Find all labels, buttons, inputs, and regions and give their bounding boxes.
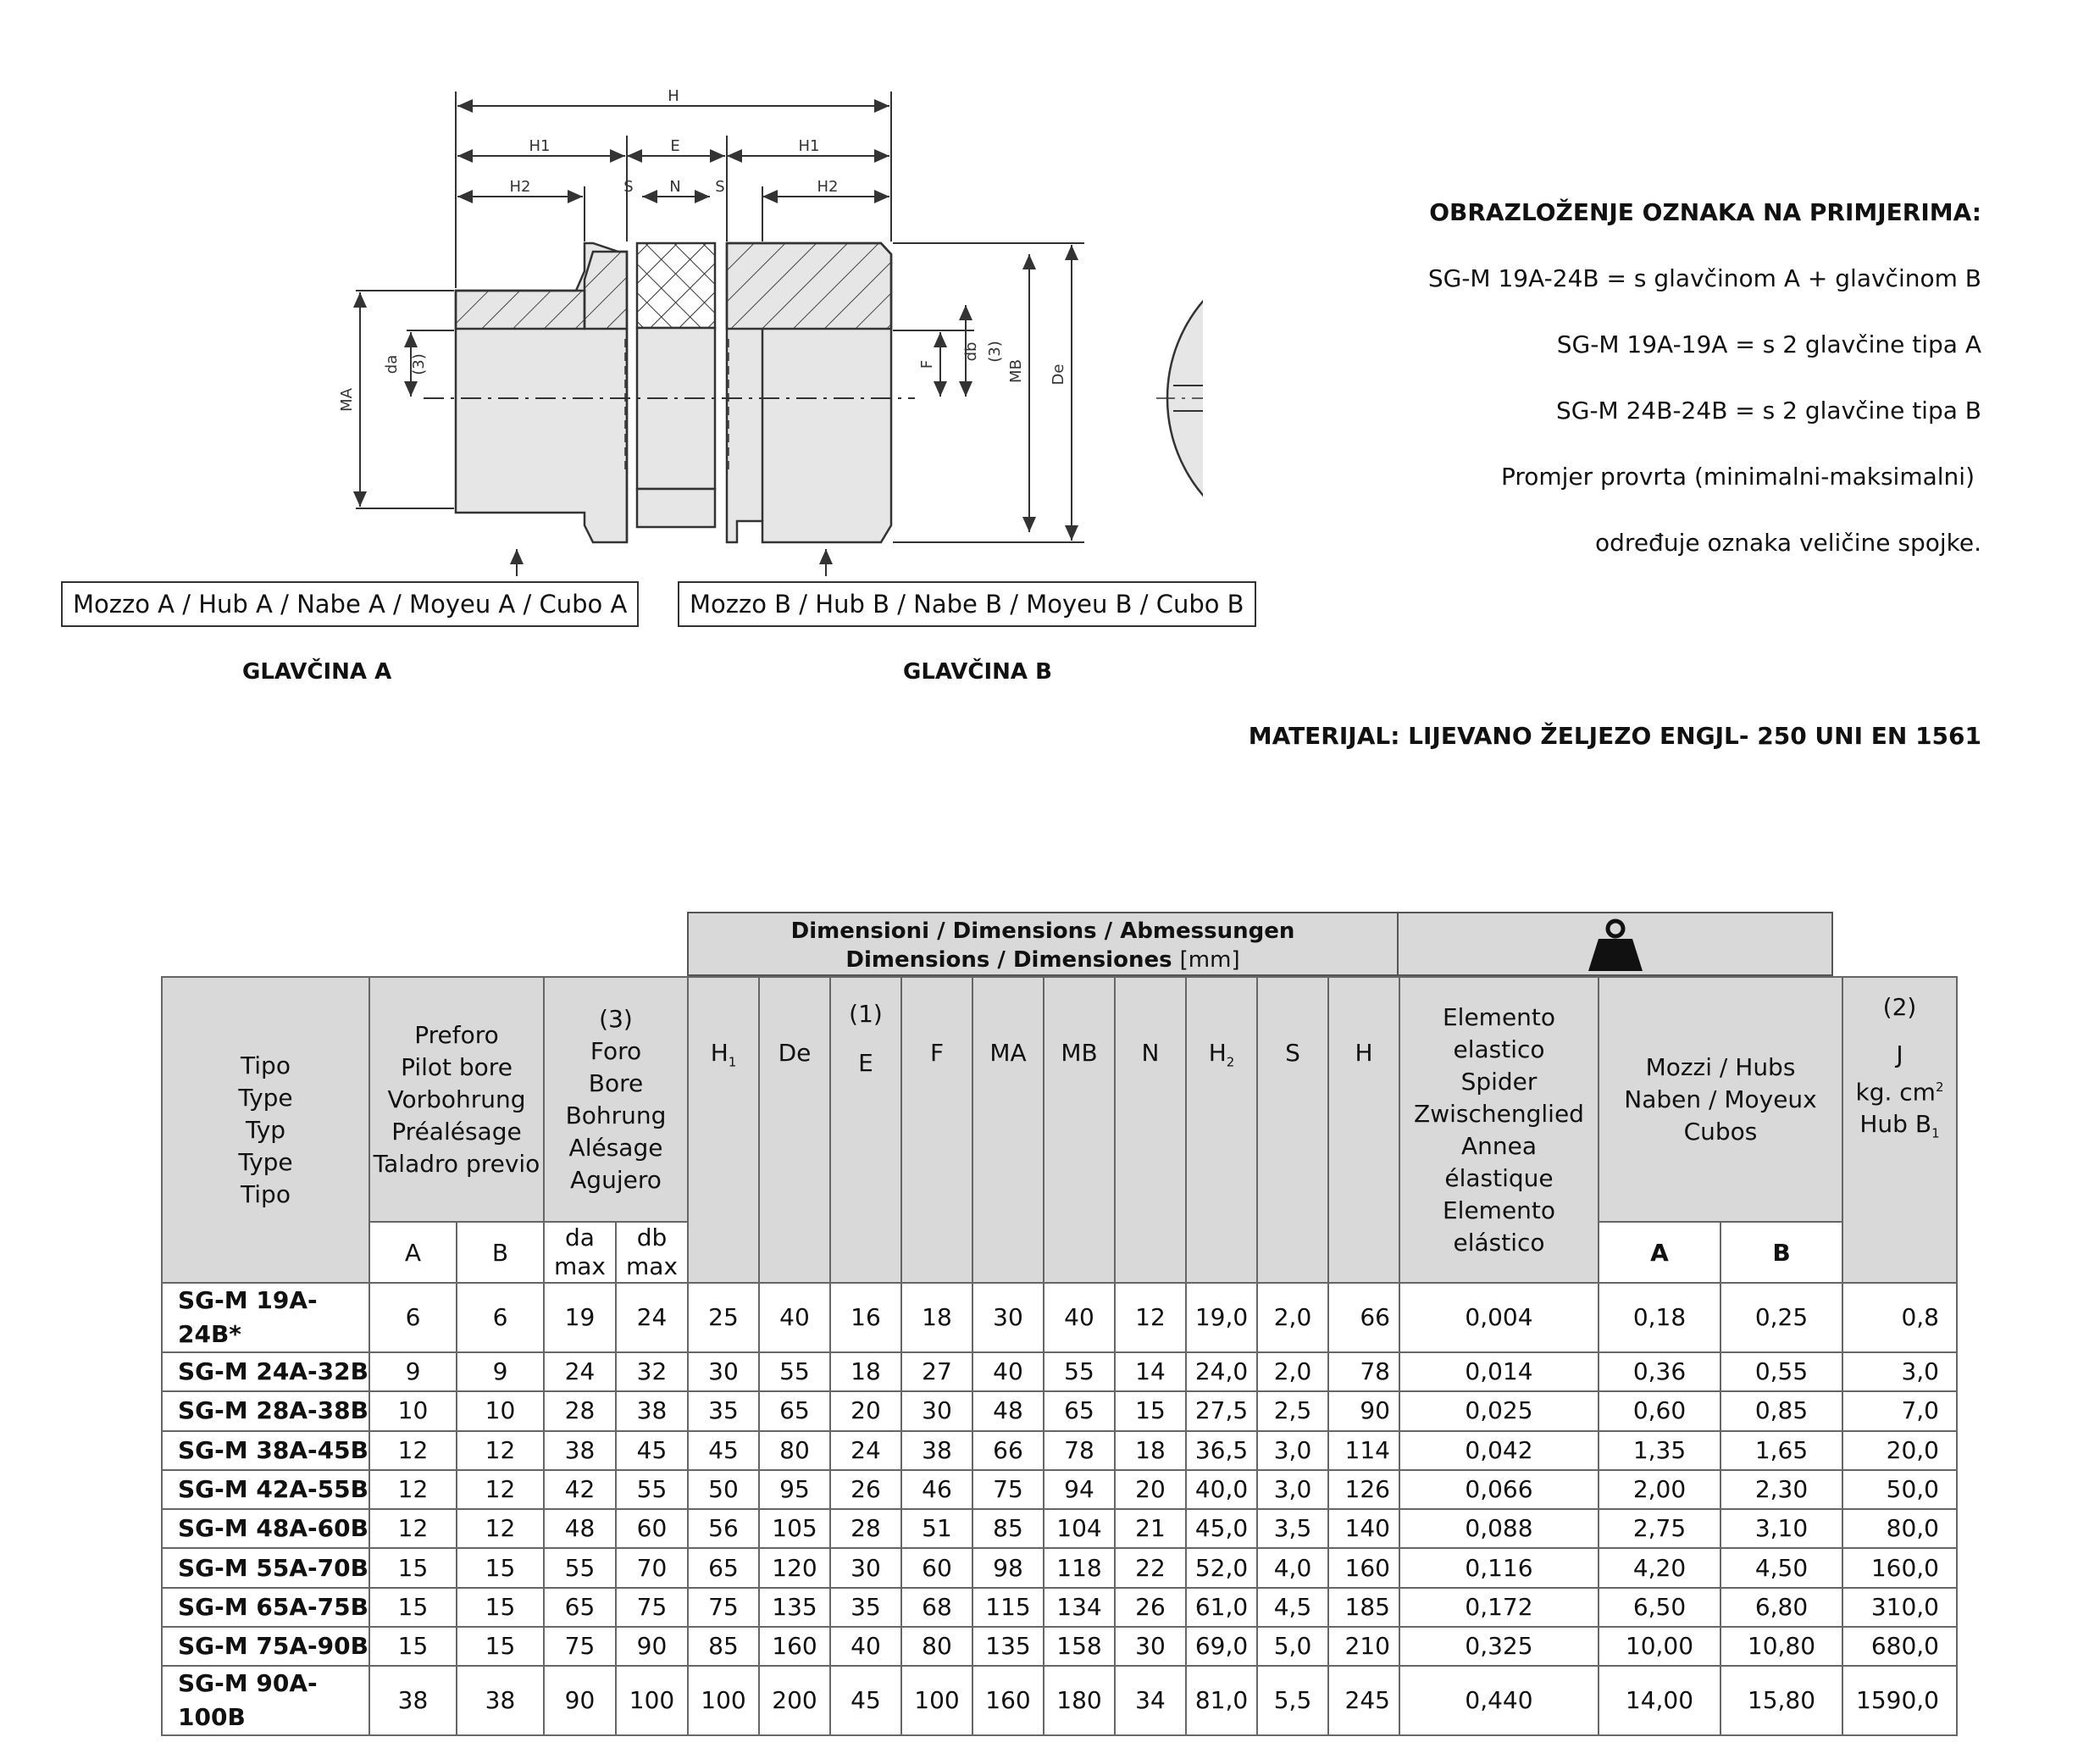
table-cell: 40,0	[1186, 1470, 1257, 1509]
table-cell: 75	[688, 1588, 759, 1627]
table-cell: 0,014	[1399, 1352, 1599, 1391]
table-cell: 140	[1328, 1509, 1399, 1548]
table-cell: 90	[544, 1666, 616, 1735]
table-cell: 100	[688, 1666, 759, 1735]
caption-hub-b: GLAVČINA B	[903, 659, 1052, 685]
table-cell: 80	[759, 1431, 830, 1470]
table-cell: 24	[544, 1352, 616, 1391]
row-tipo: SG-M 24A-32B	[162, 1352, 369, 1391]
table-cell: 0,025	[1399, 1391, 1599, 1430]
J-unit: kg. cm	[1855, 1078, 1936, 1107]
table-row	[162, 1627, 1957, 1666]
row-tipo: SG-M 38A-45B	[162, 1431, 369, 1470]
weight-icon	[1399, 913, 1833, 978]
col-header-hubs: Mozzi / Hubs Naben / Moyeux Cubos	[1599, 977, 1842, 1222]
table-cell: 100	[901, 1666, 972, 1735]
row-tipo: SG-M 42A-55B	[162, 1470, 369, 1509]
table-cell: 51	[901, 1509, 972, 1548]
table-cell: 55	[1044, 1352, 1115, 1391]
table-cell: 12	[457, 1509, 544, 1548]
table-cell: 0,18	[1599, 1283, 1720, 1352]
table-cell: 2,30	[1720, 1470, 1842, 1509]
specifications-table	[161, 976, 1958, 1736]
dim-label-N: N	[669, 178, 681, 196]
table-cell: 27	[901, 1352, 972, 1391]
col-header-H: H	[1328, 977, 1399, 1283]
table-cell: 3,0	[1257, 1431, 1328, 1470]
table-cell: 180	[1044, 1666, 1115, 1735]
table-cell: 15	[457, 1627, 544, 1666]
table-cell: 0,088	[1399, 1509, 1599, 1548]
table-cell: 28	[830, 1509, 901, 1548]
table-cell: 3,0	[1842, 1352, 1957, 1391]
col-header-spider: Elemento elastico Spider Zwischenglied Annea élastique Elemento elástico	[1399, 977, 1599, 1283]
table-cell: 65	[759, 1391, 830, 1430]
table-cell: 24,0	[1186, 1352, 1257, 1391]
table-cell: 66	[1328, 1283, 1399, 1352]
table-cell: 134	[1044, 1588, 1115, 1627]
table-cell: 18	[830, 1352, 901, 1391]
coupling-drawing	[0, 0, 1203, 593]
table-cell: 78	[1044, 1431, 1115, 1470]
table-cell: 18	[1115, 1431, 1186, 1470]
table-cell: 200	[759, 1666, 830, 1735]
table-cell: 36,5	[1186, 1431, 1257, 1470]
table-cell: 160	[1328, 1548, 1399, 1587]
table-cell: 3,0	[1257, 1470, 1328, 1509]
col-header-foro	[544, 977, 688, 1222]
table-cell: 46	[901, 1470, 972, 1509]
table-cell: 75	[616, 1588, 688, 1627]
dimensions-header-line-2: Dimensions / Dimensiones	[845, 947, 1172, 973]
table-cell: 12	[369, 1431, 457, 1470]
table-row	[162, 1283, 1957, 1352]
table-cell: 66	[972, 1431, 1044, 1470]
material-note: MATERIJAL: LIJEVANO ŽELJEZO ENGJL- 250 UNI EN 1561	[1248, 722, 1981, 750]
table-cell: 0,325	[1399, 1627, 1599, 1666]
table-cell: 4,20	[1599, 1548, 1720, 1587]
table-cell: 60	[616, 1509, 688, 1548]
table-cell: 120	[759, 1548, 830, 1587]
table-cell: 2,5	[1257, 1391, 1328, 1430]
table-cell: 10,00	[1599, 1627, 1720, 1666]
table-cell: 2,00	[1599, 1470, 1720, 1509]
table-cell: 5,0	[1257, 1627, 1328, 1666]
table-cell: 4,5	[1257, 1588, 1328, 1627]
table-cell: 118	[1044, 1548, 1115, 1587]
H2-label: H	[1208, 1039, 1227, 1067]
table-cell: 30	[901, 1391, 972, 1430]
table-cell: 115	[972, 1588, 1044, 1627]
table-cell: 68	[901, 1588, 972, 1627]
row-tipo: SG-M 19A-24B*	[162, 1283, 369, 1352]
table-cell: 45	[616, 1431, 688, 1470]
table-cell: 15	[457, 1548, 544, 1587]
table-cell: 38	[369, 1666, 457, 1735]
table-cell: 81,0	[1186, 1666, 1257, 1735]
table-cell: 105	[759, 1509, 830, 1548]
table-cell: 14,00	[1599, 1666, 1720, 1735]
table-cell: 27,5	[1186, 1391, 1257, 1430]
table-cell: 45	[688, 1431, 759, 1470]
dim-label-da-ref: (3)	[410, 353, 428, 375]
foro-label: Foro Bore Bohrung Alésage Agujero	[565, 1036, 667, 1194]
table-cell: 12	[369, 1509, 457, 1548]
table-cell: 48	[544, 1509, 616, 1548]
table-cell: 3,10	[1720, 1509, 1842, 1548]
dim-label-MA: MA	[338, 388, 356, 412]
dim-label-H2-right: H2	[817, 178, 839, 196]
dim-label-S-left: S	[623, 178, 634, 196]
table-cell: 310,0	[1842, 1588, 1957, 1627]
dim-label-H: H	[668, 87, 679, 105]
table-cell: 12	[1115, 1283, 1186, 1352]
table-cell: 15,80	[1720, 1666, 1842, 1735]
table-cell: 210	[1328, 1627, 1399, 1666]
dim-label-E: E	[670, 137, 680, 155]
table-cell: 40	[830, 1627, 901, 1666]
table-cell: 10	[457, 1391, 544, 1430]
caption-hub-a: GLAVČINA A	[242, 659, 392, 685]
table-cell: 3,5	[1257, 1509, 1328, 1548]
table-row	[162, 1666, 1957, 1735]
table-cell: 135	[972, 1627, 1044, 1666]
col-header-H1	[688, 977, 759, 1283]
table-cell: 12	[457, 1470, 544, 1509]
dim-label-De: De	[1050, 363, 1067, 386]
table-cell: 100	[616, 1666, 688, 1735]
row-tipo: SG-M 90A-100B	[162, 1666, 369, 1735]
table-cell: 0,066	[1399, 1470, 1599, 1509]
hub-b-label: Mozzo B / Hub B / Nabe B / Moyeu B / Cubo B	[678, 581, 1256, 627]
table-cell: 28	[544, 1391, 616, 1430]
J-unit-sup: 2	[1935, 1079, 1944, 1095]
dim-label-H2-left: H2	[509, 178, 531, 196]
dim-label-MB: MB	[1007, 359, 1025, 383]
table-cell: 80,0	[1842, 1509, 1957, 1548]
table-cell: 12	[457, 1431, 544, 1470]
table-cell: 4,0	[1257, 1548, 1328, 1587]
side-view	[456, 243, 891, 542]
foro-ref: (3)	[599, 1004, 633, 1033]
table-row	[162, 1391, 1957, 1430]
dim-label-S-right: S	[715, 178, 725, 196]
table-cell: 30	[972, 1283, 1044, 1352]
table-cell: 42	[544, 1470, 616, 1509]
E-ref: (1)	[849, 1000, 883, 1028]
table-cell: 70	[616, 1548, 688, 1587]
table-cell: 114	[1328, 1431, 1399, 1470]
table-cell: 38	[544, 1431, 616, 1470]
table-cell: 15	[369, 1627, 457, 1666]
table-row	[162, 1431, 1957, 1470]
col-header-db: db max	[616, 1222, 688, 1283]
table-cell: 0,55	[1720, 1352, 1842, 1391]
table-row	[162, 1470, 1957, 1509]
table-cell: 135	[759, 1588, 830, 1627]
table-cell: 35	[688, 1391, 759, 1430]
table-cell: 9	[369, 1352, 457, 1391]
col-header-MB: MB	[1044, 977, 1115, 1283]
table-cell: 90	[616, 1627, 688, 1666]
table-cell: 85	[688, 1627, 759, 1666]
table-cell: 75	[972, 1470, 1044, 1509]
notes-line-4: Promjer provrta (minimalni-maksimalni)	[1500, 463, 1975, 491]
col-header-H2	[1186, 977, 1257, 1283]
J-hub-sub: 1	[1931, 1125, 1940, 1141]
table-cell: 78	[1328, 1352, 1399, 1391]
table-cell: 38	[901, 1431, 972, 1470]
table-cell: 0,85	[1720, 1391, 1842, 1430]
notes-title: OBRAZLOŽENJE OZNAKA NA PRIMJERIMA:	[1429, 198, 1981, 226]
notes-line-2: SG-M 19A-19A = s 2 glavčine tipa A	[1556, 330, 1981, 358]
table-cell: 16	[830, 1283, 901, 1352]
table-cell: 5,5	[1257, 1666, 1328, 1735]
col-header-E	[830, 977, 901, 1283]
table-cell: 65	[544, 1588, 616, 1627]
J-label: J	[1896, 1040, 1903, 1068]
spider-front-view	[1156, 208, 1203, 593]
table-cell: 0,36	[1599, 1352, 1720, 1391]
table-cell: 2,75	[1599, 1509, 1720, 1548]
table-cell: 160,0	[1842, 1548, 1957, 1587]
table-cell: 45,0	[1186, 1509, 1257, 1548]
table-cell: 20,0	[1842, 1431, 1957, 1470]
table-cell: 30	[1115, 1627, 1186, 1666]
table-cell: 0,116	[1399, 1548, 1599, 1587]
col-header-F: F	[901, 977, 972, 1283]
table-cell: 245	[1328, 1666, 1399, 1735]
col-header-S: S	[1257, 977, 1328, 1283]
table-cell: 104	[1044, 1509, 1115, 1548]
table-cell: 35	[830, 1588, 901, 1627]
table-cell: 38	[616, 1391, 688, 1430]
dim-label-H1-right: H1	[798, 137, 820, 155]
table-cell: 80	[901, 1627, 972, 1666]
table-cell: 50	[688, 1470, 759, 1509]
table-cell: 20	[830, 1391, 901, 1430]
E-label: E	[858, 1049, 873, 1077]
table-cell: 12	[369, 1470, 457, 1509]
H2-sub: 2	[1226, 1054, 1235, 1070]
col-header-N: N	[1115, 977, 1186, 1283]
table-cell: 158	[1044, 1627, 1115, 1666]
hub-a-label: Mozzo A / Hub A / Nabe A / Moyeu A / Cubo A	[61, 581, 639, 627]
table-cell: 7,0	[1842, 1391, 1957, 1430]
table-cell: 0,042	[1399, 1431, 1599, 1470]
table-cell: 50,0	[1842, 1470, 1957, 1509]
table-cell: 160	[972, 1666, 1044, 1735]
table-row	[162, 1352, 1957, 1391]
table-cell: 126	[1328, 1470, 1399, 1509]
col-header-tipo: Tipo Type Typ Type Tipo	[162, 977, 369, 1283]
table-cell: 69,0	[1186, 1627, 1257, 1666]
table-cell: 98	[972, 1548, 1044, 1587]
row-tipo: SG-M 48A-60B	[162, 1509, 369, 1548]
table-cell: 34	[1115, 1666, 1186, 1735]
table-cell: 185	[1328, 1588, 1399, 1627]
col-header-pilot-B: B	[457, 1222, 544, 1283]
table-cell: 30	[688, 1352, 759, 1391]
table-cell: 40	[972, 1352, 1044, 1391]
table-cell: 61,0	[1186, 1588, 1257, 1627]
table-cell: 90	[1328, 1391, 1399, 1430]
table-cell: 15	[369, 1588, 457, 1627]
table-cell: 40	[759, 1283, 830, 1352]
H1-label: H	[710, 1039, 729, 1067]
col-header-preforo: Preforo Pilot bore Vorbohrung Préalésage Taladro previo	[369, 977, 544, 1222]
table-cell: 26	[830, 1470, 901, 1509]
table-row	[162, 1588, 1957, 1627]
table-cell: 40	[1044, 1283, 1115, 1352]
table-cell: 94	[1044, 1470, 1115, 1509]
table-row	[162, 1509, 1957, 1548]
row-tipo: SG-M 65A-75B	[162, 1588, 369, 1627]
table-cell: 25	[688, 1283, 759, 1352]
table-cell: 14	[1115, 1352, 1186, 1391]
table-cell: 55	[544, 1548, 616, 1587]
col-header-J	[1842, 977, 1957, 1283]
table-cell: 18	[901, 1283, 972, 1352]
table-cell: 30	[830, 1548, 901, 1587]
table-cell: 0,25	[1720, 1283, 1842, 1352]
dim-label-db-ref: (3)	[986, 341, 1004, 363]
table-cell: 52,0	[1186, 1548, 1257, 1587]
table-cell: 6,50	[1599, 1588, 1720, 1627]
table-cell: 26	[1115, 1588, 1186, 1627]
table-cell: 9	[457, 1352, 544, 1391]
table-cell: 0,172	[1399, 1588, 1599, 1627]
table-cell: 32	[616, 1352, 688, 1391]
col-header-da: da max	[544, 1222, 616, 1283]
dimensions-header-line-1: Dimensioni / Dimensions / Abmessungen	[790, 918, 1295, 944]
col-header-De: De	[759, 977, 830, 1283]
H1-sub: 1	[728, 1054, 737, 1070]
table-cell: 38	[457, 1666, 544, 1735]
table-cell: 19,0	[1186, 1283, 1257, 1352]
row-tipo: SG-M 75A-90B	[162, 1627, 369, 1666]
table-cell: 1590,0	[1842, 1666, 1957, 1735]
table-cell: 0,440	[1399, 1666, 1599, 1735]
dimensions-unit: [mm]	[1179, 947, 1240, 973]
table-cell: 24	[616, 1283, 688, 1352]
table-body	[162, 1283, 1957, 1735]
table-cell: 45	[830, 1666, 901, 1735]
table-cell: 1,35	[1599, 1431, 1720, 1470]
table-cell: 0,004	[1399, 1283, 1599, 1352]
table-cell: 95	[759, 1470, 830, 1509]
dim-label-H1-left: H1	[529, 137, 551, 155]
J-ref: (2)	[1882, 993, 1917, 1021]
table-cell: 75	[544, 1627, 616, 1666]
dimensions-header	[687, 912, 1399, 976]
table-cell: 65	[688, 1548, 759, 1587]
table-cell: 4,50	[1720, 1548, 1842, 1587]
table-cell: 24	[830, 1431, 901, 1470]
col-header-weight-A: A	[1599, 1222, 1720, 1283]
table-cell: 2,0	[1257, 1283, 1328, 1352]
table-cell: 15	[1115, 1391, 1186, 1430]
table-cell: 65	[1044, 1391, 1115, 1430]
table-cell: 55	[759, 1352, 830, 1391]
table-cell: 56	[688, 1509, 759, 1548]
table-cell: 19	[544, 1283, 616, 1352]
table-cell: 0,8	[1842, 1283, 1957, 1352]
table-cell: 60	[901, 1548, 972, 1587]
table-cell: 20	[1115, 1470, 1186, 1509]
table-cell: 10,80	[1720, 1627, 1842, 1666]
notes-line-5: određuje oznaka veličine spojke.	[1595, 529, 1981, 557]
table-cell: 0,60	[1599, 1391, 1720, 1430]
J-hub: Hub B	[1859, 1110, 1932, 1139]
table-cell: 22	[1115, 1548, 1186, 1587]
table-cell: 1,65	[1720, 1431, 1842, 1470]
dim-label-F: F	[918, 359, 936, 369]
row-tipo: SG-M 28A-38B	[162, 1391, 369, 1430]
table-cell: 680,0	[1842, 1627, 1957, 1666]
table-cell: 48	[972, 1391, 1044, 1430]
table-cell: 85	[972, 1509, 1044, 1548]
table-row	[162, 1548, 1957, 1587]
table-cell: 2,0	[1257, 1352, 1328, 1391]
dim-label-db: db	[962, 341, 980, 362]
table-cell: 10	[369, 1391, 457, 1430]
notes-line-1: SG-M 19A-24B = s glavčinom A + glavčinom B	[1427, 264, 1981, 292]
col-header-weight-B: B	[1720, 1222, 1842, 1283]
dim-label-da: da	[383, 354, 401, 375]
table-cell: 6,80	[1720, 1588, 1842, 1627]
table-cell: 15	[369, 1548, 457, 1587]
weight-header	[1399, 912, 1833, 976]
table-cell: 6	[457, 1283, 544, 1352]
col-header-MA: MA	[972, 977, 1044, 1283]
col-header-pilot-A: A	[369, 1222, 457, 1283]
table-cell: 15	[457, 1588, 544, 1627]
table-cell: 21	[1115, 1509, 1186, 1548]
table-cell: 160	[759, 1627, 830, 1666]
notes-line-3: SG-M 24B-24B = s 2 glavčine tipa B	[1555, 397, 1981, 425]
table-cell: 6	[369, 1283, 457, 1352]
row-tipo: SG-M 55A-70B	[162, 1548, 369, 1587]
table-cell: 55	[616, 1470, 688, 1509]
